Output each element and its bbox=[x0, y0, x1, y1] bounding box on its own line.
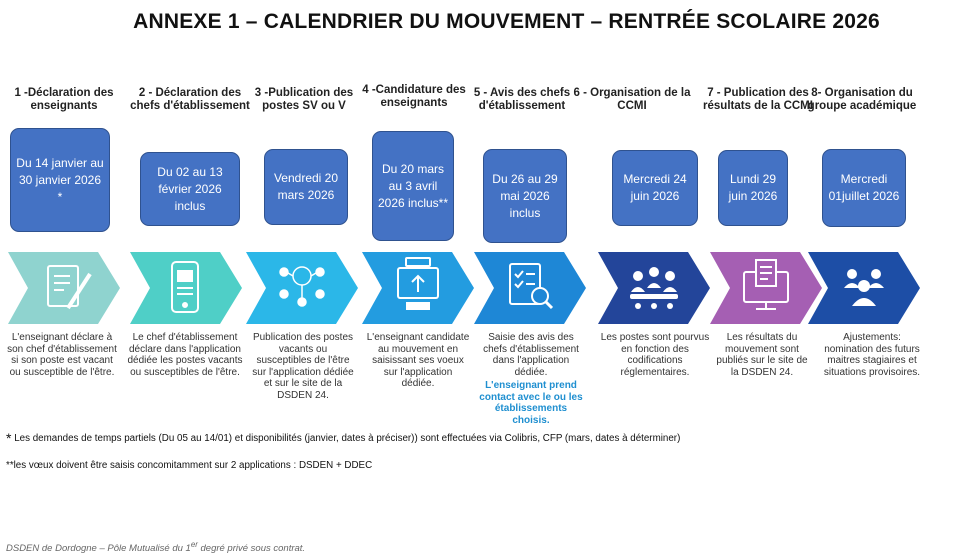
step-5-arrow bbox=[474, 252, 586, 324]
step-2-date: Du 02 au 13 février 2026 inclus bbox=[140, 152, 240, 226]
step-6-arrow bbox=[598, 252, 710, 324]
step-4-date: Du 20 mars au 3 avril 2026 inclus** bbox=[372, 131, 454, 241]
step-7-description bbox=[712, 332, 812, 378]
step-6-date: Mercredi 24 juin 2026 bbox=[612, 150, 698, 226]
step-3-description bbox=[250, 332, 356, 401]
step-5-highlight: L'enseignant prend contact avec le ou les établissements choisis. bbox=[479, 380, 583, 426]
step-3-description-text: Publication des postes vacants ou susceptibles de l'être sur l'application dédiée et sur le site de la DSDEN 24. bbox=[252, 332, 354, 401]
step-8-description-text: Ajustements: nomination des futurs maitres stagiaires et situations provisoires. bbox=[823, 332, 921, 378]
step-5-label: 5 - Avis des chefs d'établissement bbox=[473, 87, 571, 112]
footer-text-before: DSDEN de Dordogne – Pôle Mutualisé du 1 bbox=[6, 543, 191, 555]
step-2-description bbox=[126, 332, 244, 378]
step-2-arrow bbox=[130, 252, 242, 324]
step-3-label: 3 -Publication des postes SV ou V bbox=[254, 87, 354, 112]
footer-superscript: er bbox=[190, 540, 198, 549]
step-2-label: 2 - Déclaration des chefs d'établissement bbox=[130, 87, 250, 112]
step-4-description-text: L'enseignant candidate au mouvement en saisissant ses voeux sur l'application dédiée. bbox=[366, 332, 470, 389]
step-8-arrow bbox=[808, 252, 920, 324]
note-1-text: Les demandes de temps partiels (Du 05 au 14/01) et disponibilités (janvier, dates à préciser)) sont effectuées via Colibris, CFP (mars, dates à déterminer) bbox=[14, 433, 681, 444]
note-wishes: **les vœux doivent être saisis concomitamment sur 2 applications : DSDEN + DDEC bbox=[6, 460, 373, 471]
footer-credit bbox=[6, 540, 305, 554]
step-8-label: 8- Organisation du groupe académique bbox=[807, 87, 917, 112]
step-1-description bbox=[6, 332, 118, 378]
step-6-description-text: Les postes sont pourvus en fonction des codifications réglementaires. bbox=[600, 332, 710, 378]
step-8-description bbox=[822, 332, 922, 378]
step-6-label: 6 - Organisation de la CCMI bbox=[573, 87, 691, 112]
step-1-description-text: L'enseignant déclare à son chef d'établissement si son poste est vacant ou susceptible de l'être. bbox=[7, 332, 117, 378]
step-3-date: Vendredi 20 mars 2026 bbox=[264, 149, 348, 225]
note-star: * bbox=[6, 430, 12, 446]
step-2-description-text: Le chef d'établissement déclare dans l'application dédiée les postes vacants ou susceptibles de l'être. bbox=[127, 332, 243, 378]
step-7-date: Lundi 29 juin 2026 bbox=[718, 150, 788, 226]
step-5-date: Du 26 au 29 mai 2026 inclus bbox=[483, 149, 567, 243]
step-5-description bbox=[476, 332, 586, 426]
footer-text-after: degré privé sous contrat. bbox=[197, 543, 306, 555]
page-title: ANNEXE 1 – CALENDRIER DU MOUVEMENT – RENTRÉE SCOLAIRE 2026 bbox=[133, 10, 880, 33]
step-1-date: Du 14 janvier au 30 janvier 2026 * bbox=[10, 128, 110, 232]
step-1-label: 1 -Déclaration des enseignants bbox=[14, 87, 114, 112]
step-7-description-text: Les résultats du mouvement sont publiés sur le site de la DSDEN 24. bbox=[716, 332, 808, 378]
step-7-label: 7 - Publication des résultats de la CCMI bbox=[703, 87, 813, 112]
note-partial-time bbox=[6, 430, 680, 446]
step-8-date: Mercredi 01juillet 2026 bbox=[822, 149, 906, 227]
step-1-arrow bbox=[8, 252, 120, 324]
step-4-description bbox=[366, 332, 470, 390]
step-4-arrow bbox=[362, 252, 474, 324]
step-7-arrow bbox=[710, 252, 822, 324]
step-3-arrow bbox=[246, 252, 358, 324]
step-4-label: 4 -Candidature des enseignants bbox=[362, 84, 466, 109]
step-6-description bbox=[600, 332, 710, 378]
step-5-description-text: Saisie des avis des chefs d'établissement dans l'application dédiée. bbox=[483, 332, 579, 378]
